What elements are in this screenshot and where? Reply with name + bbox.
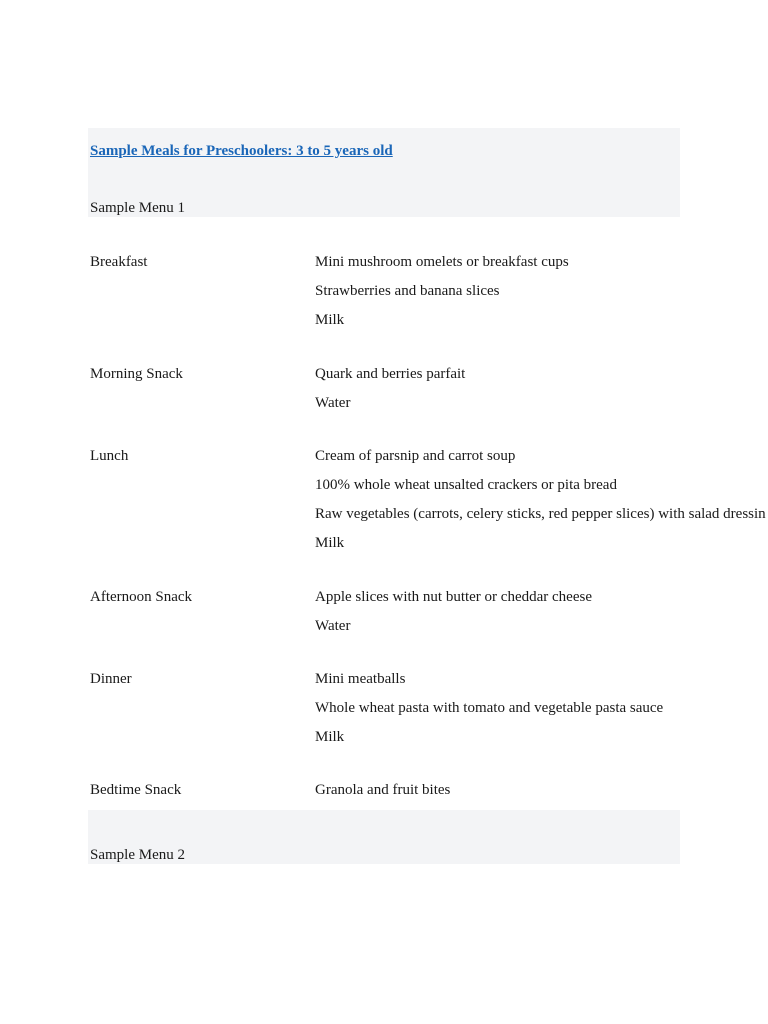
sample-menu-1-label: Sample Menu 1 (90, 200, 185, 216)
meal-items (315, 669, 768, 756)
meal-item: Strawberries and banana slices (315, 283, 500, 299)
meal-name: Breakfast (90, 254, 148, 270)
meal-name: Morning Snack (90, 366, 183, 382)
meal-item: Milk (315, 535, 345, 551)
meal-item: Mini meatballs (315, 671, 406, 687)
meal-item: Cream of parsnip and carrot soup (315, 448, 516, 464)
meal-name: Lunch (90, 448, 129, 464)
meal-item: Apple slices with nut butter or cheddar cheese (315, 589, 592, 605)
meal-item: Milk (315, 312, 345, 328)
meal-item: Milk (315, 729, 345, 745)
meal-item: Granola and fruit bites (315, 782, 451, 798)
meal-item: Quark and berries parfait (315, 366, 466, 382)
meal-item: 100% whole wheat unsalted crackers or pita bread (315, 477, 617, 493)
meal-items (315, 252, 768, 339)
meal-name: Bedtime Snack (90, 782, 182, 798)
meal-items (315, 446, 768, 562)
meal-item: Whole wheat pasta with tomato and vegetable pasta sauce (315, 700, 664, 716)
meal-items (315, 364, 768, 422)
meal-items (315, 587, 768, 645)
meal-name: Dinner (90, 671, 132, 687)
meal-name: Afternoon Snack (90, 589, 193, 605)
meal-item: Water (315, 395, 351, 411)
meal-item: Mini mushroom omelets or breakfast cups (315, 254, 569, 270)
meal-item: Water (315, 618, 351, 634)
meal-item: Raw vegetables (carrots, celery sticks, red pepper slices) with salad dressin (315, 506, 766, 522)
meal-items (315, 780, 768, 809)
document-title-link[interactable]: Sample Meals for Preschoolers: 3 to 5 years old (90, 143, 393, 159)
sample-menu-2-label: Sample Menu 2 (90, 847, 185, 863)
